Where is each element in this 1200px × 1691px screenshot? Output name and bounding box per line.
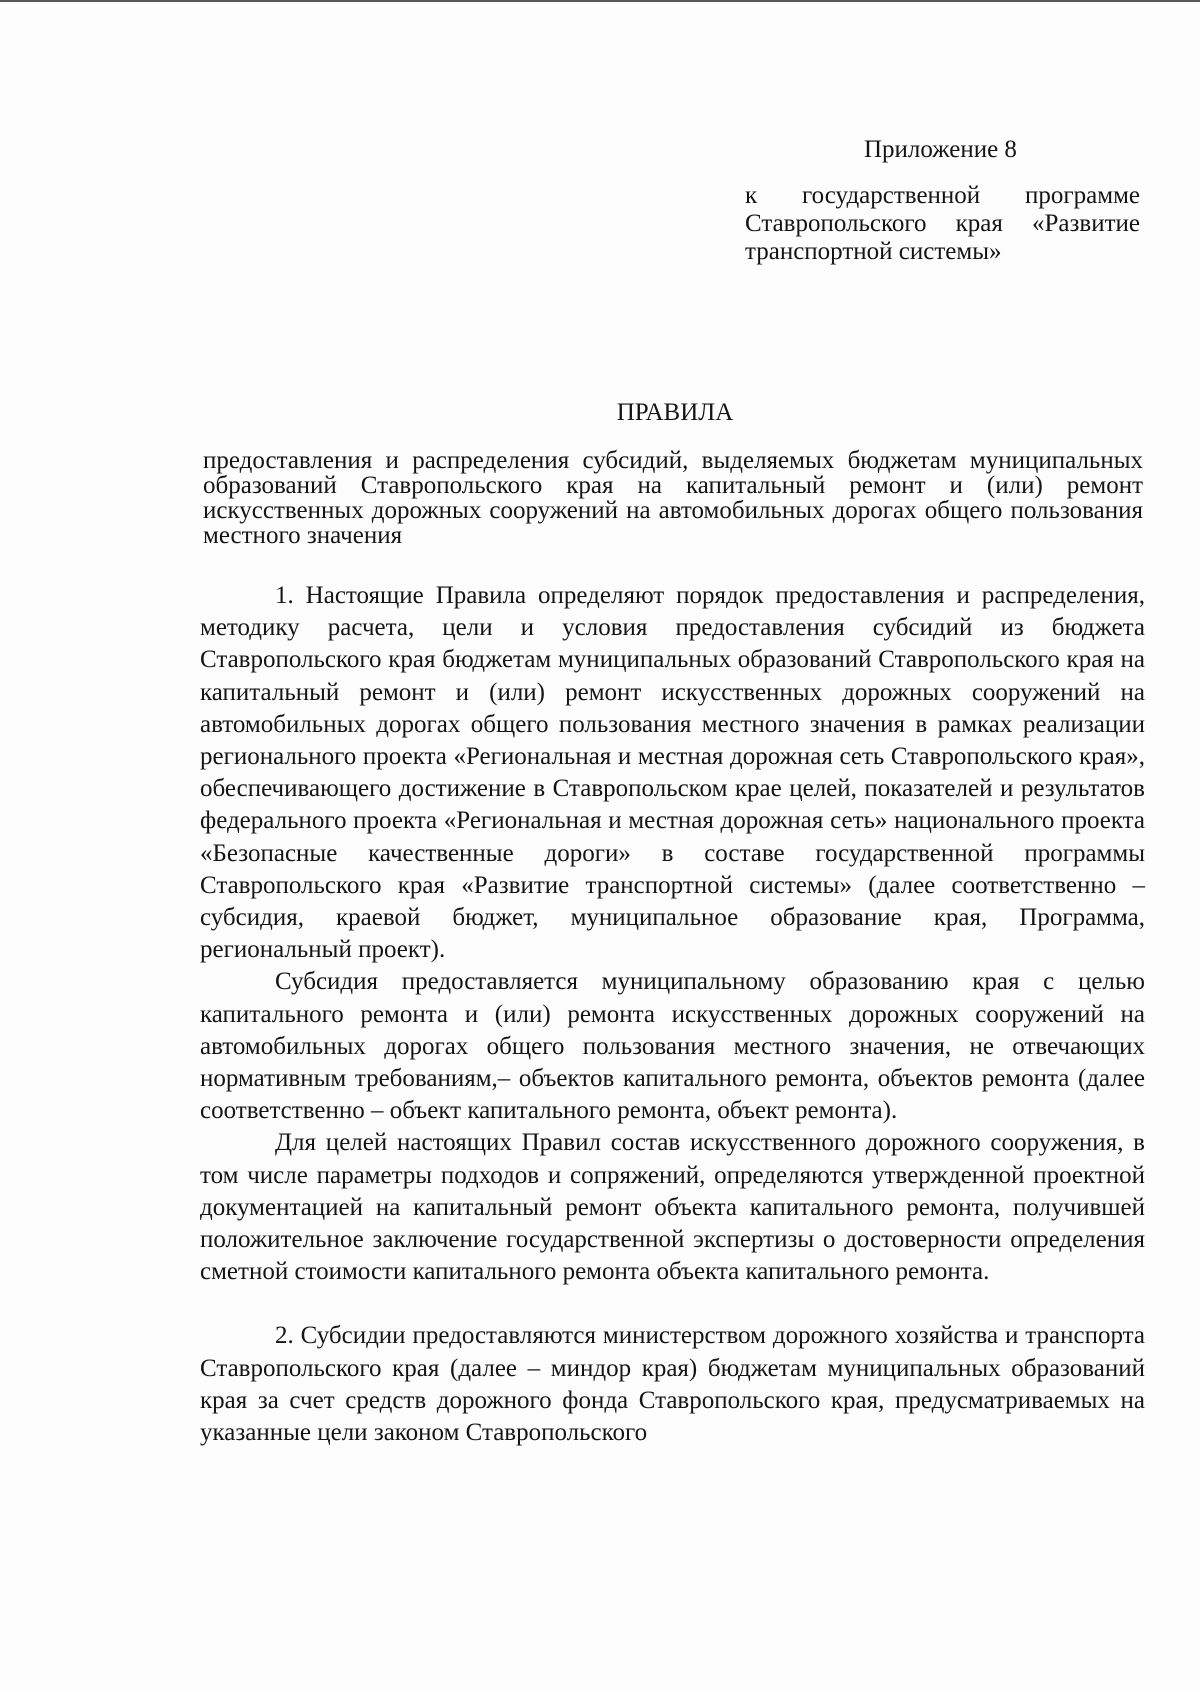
document-subtitle: предоставления и распределения субсидий, выделяемых бюджетам муниципальных образований Ставропольского края на капитальный ремонт и (или) ремонт искусственных дорожных сооружений на автомобильных дорогах общего пользования местного значения [203,447,1143,549]
paragraph-4: 2. Субсидии предоставляются министерством дорожного хозяйства и транспорта Ставропольского края (далее – миндор края) бюджетам муниципальных образований края за счет средств дорожного фонда Ставропольского края, предусматриваемых на указанные цели законом Ставропольского [200,1322,1145,1447]
scan-top-edge [0,0,1200,2]
paragraph-1: 1. Настоящие Правила определяют порядок предоставления и распределения, методику расчета, цели и условия предоставления субсидий из бюджета Ставропольского края бюджетам муниципальных образований Ставропольского края на капитальный ремонт и (или) ремонт искусственных дорожных сооружений на автомобильных дорогах общего пользования местного значения в рамках реализации регионального проекта «Региональная и местная дорожная сеть Ставропольского края», обеспечивающего достижение в Ставропольском крае целей, показателей и результатов федерального проекта «Региональная и местная дорожная сеть» национального проекта «Безопасные качественные дороги» в составе государственной программы Ставропольского края «Развитие транспортной системы» (далее соответственно – субсидия, краевой бюджет, муниципальное образование края, Программа, региональный проект). [200,582,1145,964]
paragraph-3: Для целей настоящих Правил состав искусственного дорожного сооружения, в том числе параметры подходов и сопряжений, определяются утвержденной проектной документацией на капитальный ремонт объекта капитального ремонта, получившей положительное заключение государственной экспертизы о достоверности определения сметной стоимости капитального ремонта объекта капитального ремонта. [200,1129,1145,1286]
document-body [200,580,1145,1449]
document-title: ПРАВИЛА [616,399,734,426]
appendix-reference: к государственной программе Ставропольского края «Развитие транспортной системы» [745,182,1140,265]
paragraph-2: Субсидия предоставляется муниципальному образованию края с целью капитального ремонта и (или) ремонта искусственных дорожных сооружений на автомобильных дорогах общего пользования местного значения, не отвечающих нормативным требованиям,– объектов капитального ремонта, объектов ремонта (далее соответственно – объект капитального ремонта, объект ремонта). [200,968,1145,1125]
appendix-number: Приложение 8 [864,136,1017,163]
